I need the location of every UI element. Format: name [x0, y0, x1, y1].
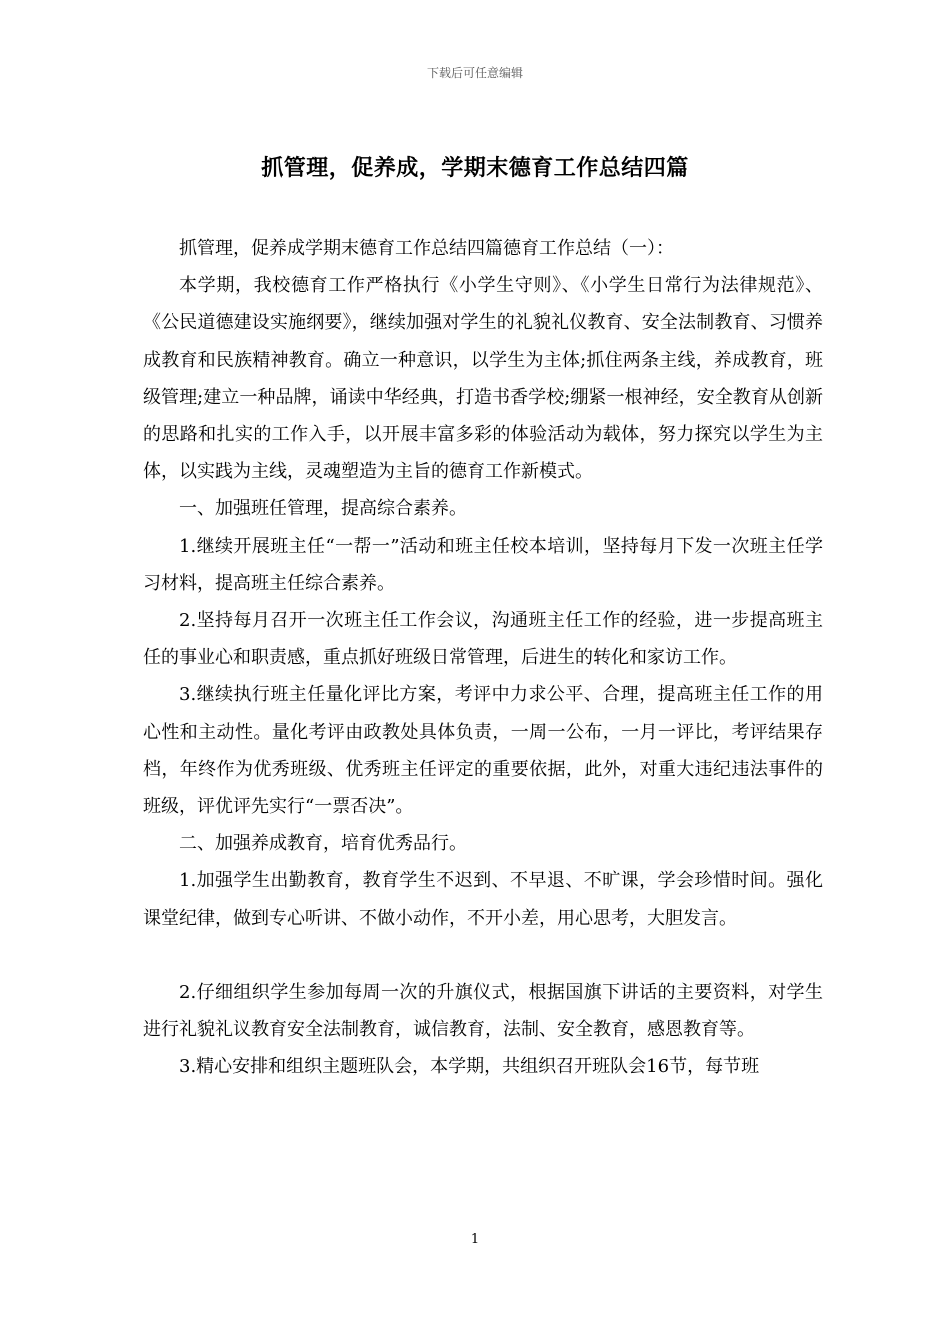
paragraph-overview: 本学期，我校德育工作严格执行《小学生守则》、《小学生日常行为法律规范》、《公民道德建设实施纲要》，继续加强对学生的礼貌礼仪教育、安全法制教育、习惯养成教育和民族精神教育。确立一种意识，以学生为主体;抓住两条主线，养成教育，班级管理;建立一种品牌，诵读中华经典，打造书香学校;绷紧一根神经，安全教育从创新的思路和扎实的工作入手，以开展丰富多彩的体验活动为载体，努力探究以学生为主体，以实践为主线，灵魂塑造为主旨的德育工作新模式。 [143, 275, 823, 483]
paragraph-1-1: 1.继续开展班主任“一帮一”活动和班主任校本培训，坚持每月下发一次班主任学习材料，提高班主任综合素养。 [143, 535, 823, 594]
paragraph-2-1: 1.加强学生出勤教育，教育学生不迟到、不早退、不旷课，学会珍惜时间。强化课堂纪律，做到专心听讲、不做小动作，不开小差，用心思考，大胆发言。 [143, 870, 823, 929]
document-title: 抓管理，促养成，学期末德育工作总结四篇 [261, 156, 689, 181]
paragraph-1-3: 3.继续执行班主任量化评比方案，考评中力求公平、合理，提高班主任工作的用心性和主动性。量化考评由政教处具体负责，一周一公布，一月一评比，考评结果存档，年终作为优秀班级、优秀班主任评定的重要依据，此外，对重大违纪违法事件的班级，评优评先实行“一票否决”。 [143, 684, 823, 818]
paragraph-intro: 抓管理，促养成学期末德育工作总结四篇德育工作总结（一）： [179, 238, 674, 259]
page-number: 1 [470, 1232, 480, 1247]
document-body [143, 230, 823, 1085]
paragraph-2-2: 2.仔细组织学生参加每周一次的升旗仪式，根据国旗下讲话的主要资料，对学生进行礼貌礼议教育安全法制教育，诚信教育，法制、安全教育，感恩教育等。 [143, 981, 823, 1041]
paragraph-2-3: 3.精心安排和组织主题班队会，本学期，共组织召开班队会16节，每节班 [179, 1056, 760, 1078]
paragraph-1-2: 2.坚持每月召开一次班主任工作会议，沟通班主任工作的经验，进一步提高班主任的事业心和职责感，重点抓好班级日常管理，后进生的转化和家访工作。 [143, 610, 823, 669]
header-note: 下载后可任意编辑 [426, 66, 523, 80]
section-heading-2: 二、加强养成教育，培育优秀品行。 [179, 833, 467, 855]
section-heading-1: 一、加强班任管理，提高综合素养。 [179, 498, 467, 520]
